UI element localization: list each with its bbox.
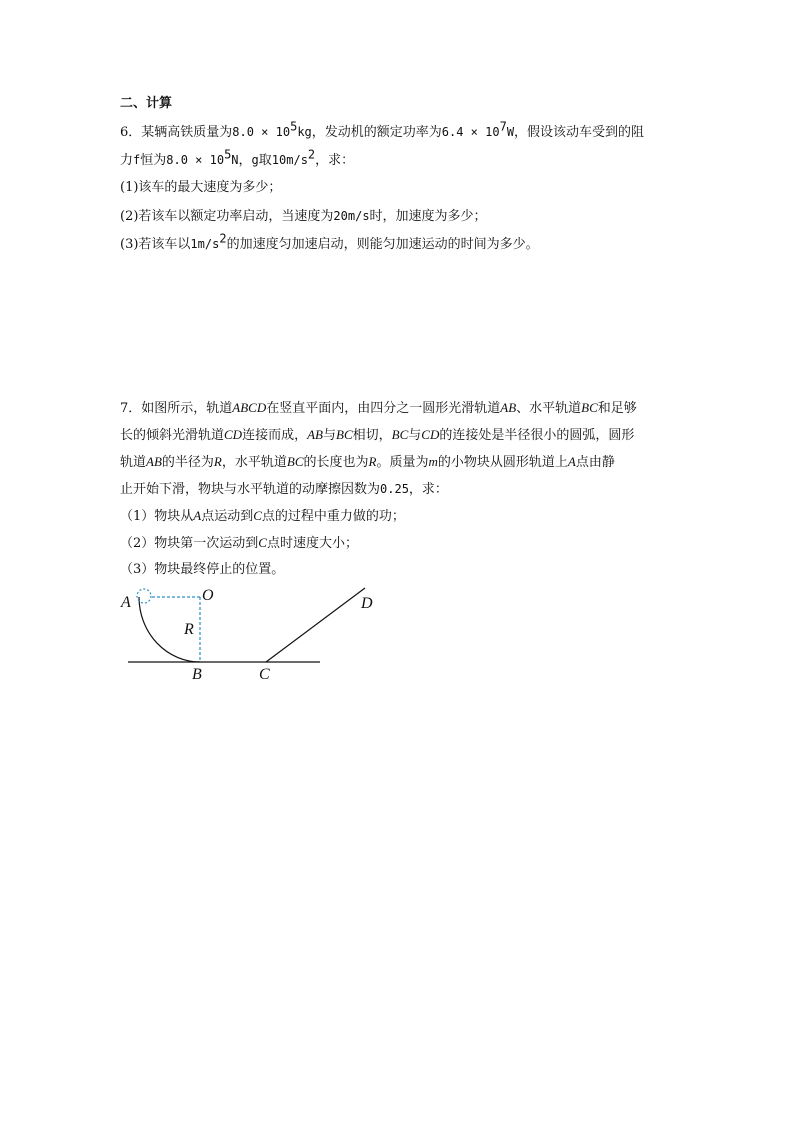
text: （1）物块从	[120, 509, 194, 524]
var: CD	[421, 427, 440, 442]
var: CD	[224, 427, 243, 442]
power-exponent: 7	[499, 119, 507, 134]
label-r: R	[184, 621, 194, 638]
text: 时，加速度为多少；	[369, 209, 487, 224]
acc-exponent: 2	[219, 231, 227, 246]
mass-exponent: 5	[290, 119, 298, 134]
q7-line-3	[120, 454, 615, 471]
var: AB	[500, 400, 517, 415]
label-a: A	[121, 594, 131, 611]
text: 的连接处是半径很小的圆弧，圆形	[439, 428, 635, 443]
label-b: B	[192, 666, 202, 683]
q7-line-1	[120, 400, 637, 417]
power-value: 6.4 × 10	[441, 125, 500, 139]
power-unit: W	[506, 125, 515, 139]
text: 力	[120, 153, 134, 168]
var: C	[258, 535, 267, 550]
text: 在竖直平面内，由四分之一圆形光滑轨道	[266, 401, 501, 416]
text: ，假设该动车受到的阻	[514, 125, 645, 140]
q6-part-3	[120, 231, 539, 253]
text: 轨道	[120, 455, 147, 470]
acc-value: 1m/s	[190, 237, 220, 251]
text: 连接而成，	[242, 428, 308, 443]
text: 恒为	[140, 153, 167, 168]
text: 点由静	[575, 455, 615, 470]
text: ，水平轨道	[221, 455, 287, 470]
text: 。质量为	[376, 455, 429, 470]
text: 的半径为	[161, 455, 214, 470]
text: 的加速度匀加速启动，则能匀加速运动的时间为多少。	[226, 237, 539, 252]
q6-part-2	[120, 208, 487, 225]
var: BC	[286, 454, 304, 469]
text: ，求：	[408, 482, 448, 497]
text: ，发动机的额定功率为	[311, 125, 442, 140]
var: BC	[391, 427, 409, 442]
mu-value: 0.25	[380, 482, 409, 496]
text: 、水平轨道	[516, 401, 582, 416]
text: 的小物块从圆形轨道上	[437, 455, 568, 470]
text: 和足够	[597, 401, 637, 416]
q6-line-2	[120, 147, 355, 169]
text: 的长度也为	[303, 455, 369, 470]
g-value: 10m/s	[271, 153, 308, 167]
force-exponent: 5	[224, 147, 232, 162]
q6-line-1	[120, 119, 645, 141]
text: ，求：	[315, 153, 355, 168]
g-var: g	[251, 153, 259, 167]
text: (3)若该车以	[120, 237, 191, 252]
var: AB	[307, 427, 323, 442]
text: （2）物块第一次运动到	[120, 536, 259, 551]
label-c: C	[259, 666, 270, 683]
g-exponent: 2	[307, 147, 316, 162]
var: R	[368, 454, 377, 469]
track-diagram	[118, 584, 378, 684]
q7-line-2	[120, 427, 634, 444]
q6-part-1: (1)该车的最大速度为多少；	[120, 180, 282, 195]
var: BC	[581, 400, 598, 415]
mass-value: 8.0 × 10	[232, 125, 291, 139]
var: A	[567, 454, 576, 469]
text: 点的过程中重力做的功；	[261, 509, 405, 524]
q7-part-3: （3）物块最终停止的位置。	[120, 562, 285, 577]
var: AB	[146, 454, 162, 469]
var: ABCD	[232, 400, 267, 415]
text: 取	[258, 153, 272, 168]
label-d: D	[361, 595, 373, 612]
text: 6．某辆高铁质量为	[120, 125, 233, 140]
q7-part-1	[120, 508, 405, 525]
text: (2)若该车以额定功率启动，当速度为	[120, 209, 334, 224]
incline-track-cd	[266, 588, 365, 662]
block-circle	[137, 589, 151, 603]
text: 相切，	[352, 428, 392, 443]
text: 与	[408, 428, 422, 443]
var: BC	[336, 427, 353, 442]
q7-part-2	[120, 535, 358, 552]
speed-value: 20m/s	[333, 209, 370, 223]
section-heading: 二、计算	[120, 96, 173, 111]
var: R	[213, 454, 222, 469]
force-var: f	[133, 153, 141, 167]
var: A	[193, 508, 202, 523]
mass-unit: kg	[297, 125, 312, 139]
text: ，	[238, 153, 252, 168]
text: 止开始下滑，物块与水平轨道的动摩擦因数为	[120, 482, 381, 497]
force-unit: N	[231, 153, 239, 167]
text: 点运动到	[201, 509, 254, 524]
text: 7．如图所示，轨道	[120, 401, 233, 416]
force-value: 8.0 × 10	[166, 153, 225, 167]
var: C	[253, 508, 262, 523]
text: 长的倾斜光滑轨道	[120, 428, 225, 443]
var: m	[428, 454, 438, 469]
text: 与	[322, 428, 336, 443]
q7-line-4	[120, 481, 448, 498]
text: 点时速度大小；	[266, 536, 358, 551]
label-o: O	[202, 587, 214, 604]
